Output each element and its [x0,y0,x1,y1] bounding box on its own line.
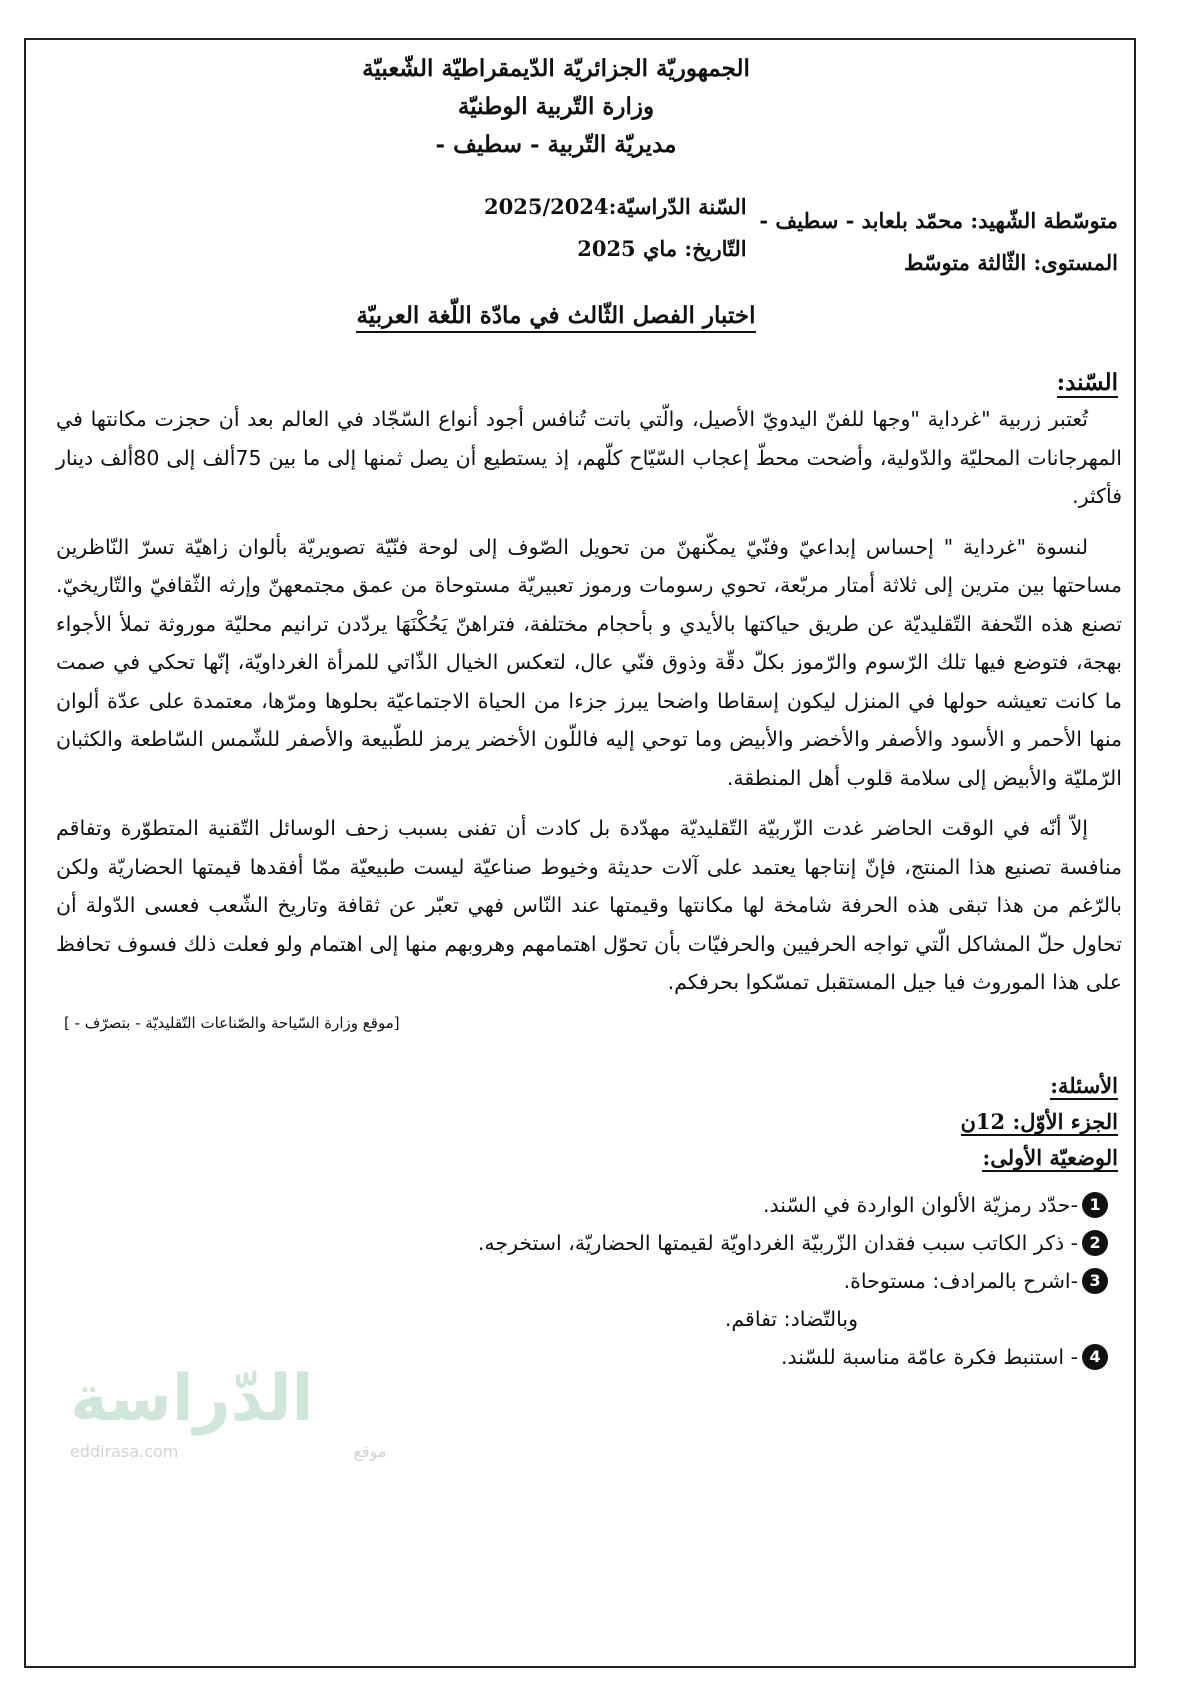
header-directorate: مديريّة التّربية - سطيف - [435,131,677,158]
watermark-logo [70,1362,410,1472]
exam-title: اختبار الفصل الثّالث في مادّة اللّغة العربيّة [44,302,1068,329]
document-header [44,50,1128,164]
question-text: -اشرح بالمرادف: مستوحاة. [843,1268,1078,1293]
header-ministry: وزارة التّربية الوطنيّة [457,93,655,120]
school-name: متوسّطة الشّهيد: محمّد بلعابد - سطيف - [759,208,1118,233]
paragraph-3: إلاّ أنّه في الوقت الحاضر غدت الزّربيّة التّقليديّة مهدّدة بل كادت أن تفنى بسبب زحف الوسائل التّقنية المتطوّرة وتفاقم منافسة تصنيع هذا المنتج، فإنّ إنتاجها يعتمد على آلات حديثة وخيوط صناعيّة ليست طبيعيّة ممّا أفقدها قيمتها الحضاريّة ولكن بالرّغم من هذا تبقى هذه الحرفة شامخة لها مكانتها وقيمتها عند النّاس فهي تعبّر عن ثقافة وتاريخ الشّعب فعسى الدّولة أن تحاول حلّ المشاكل الّتي تواجه الحرفيين والحرفيّات بأن تحوّل اهتمامهم وهروبهم منها إلى اهتمام ولو فعلت ذلك فسوف تحافظ على هذا الموروث فيا جيل المستقبل تمسّكوا بحرفكم. [56,816,1122,994]
source-citation: [موقع وزارة السّياحة والصّناعات التّقليديّة - بتصرّف - ] [64,1013,400,1032]
question-number-2: 2 [1082,1230,1108,1256]
exam-date: التّاريخ: ماي 2025 [577,236,747,261]
question-text: -حدّد رمزيّة الألوان الواردة في السّند. [763,1192,1078,1217]
exam-meta [44,186,1128,288]
situation-label: الوضعيّة الأولى: [982,1144,1118,1170]
antonym-line: وبالتّضاد: تفاقم. [724,1306,858,1331]
header-republic: الجمهوريّة الجزائريّة الدّيمقراطيّة الشّعبيّة [362,55,750,82]
question-item [44,1186,1108,1224]
question-text: - ذكر الكاتب سبب فقدان الزّربيّة الغرداويّة لقيمتها الحضاريّة، استخرجه. [477,1230,1078,1255]
question-number-1: 1 [1082,1192,1108,1218]
question-item [44,1224,1108,1262]
part-one-label: الجزء الأوّل: 12ن [960,1108,1118,1134]
question-list [44,1186,1108,1376]
question-text: - استنبط فكرة عامّة مناسبة للسّند. [780,1344,1078,1369]
question-number-3: 3 [1082,1268,1108,1294]
school-year: السّنة الدّراسيّة:2025/2024 [484,194,747,219]
watermark-site: eddirasa.com موقع [70,1442,387,1461]
class-level: المستوى: الثّالثة متوسّط [903,250,1118,275]
question-item [44,1262,1108,1300]
questions-label: الأسئلة: [1050,1072,1118,1098]
question-number-4: 4 [1082,1344,1108,1370]
exam-page [44,50,1128,1376]
paragraph-2: لنسوة "غرداية " إحساس إبداعيّ وفنّيّ يمكّنهنّ من تحويل الصّوف إلى لوحة فنّيّة تصويريّة بألوان زاهيّة تسرّ النّاظرين مساحتها بين مترين إلى ثلاثة أمتار مربّعة، تحوي رسومات ورموز تعبيريّة مستوحاة من عمق مجتمعهنّ وإرثه الثّقافيّ والتّاريخيّ. تصنع هذه التّحفة التّقليديّة عن طريق حياكتها بالأيدي و بأحجام مختلفة، فتراهنّ يَحُكْنَهَا يردّدن ترانيم محليّة موروثة تملأ الأجواء بهجة، فتوضع فيها تلك الرّسوم والرّموز بكلّ دقّة وذوق فنّي عال، لتعكس الخيال الذّاتي للمرأة الغرداويّة، إنّها تحكي في صمت ما كانت تعيشه حولها في المنزل ليكون إسقاطا واضحا يبرز جزءا من الحياة الاجتماعيّة بحلوها ومرّها، معتمدة على عدّة ألوان منها الأحمر و الأسود والأصفر والأخضر والأبيض وما توحي إليه فاللّون الأخضر يرمز للطّبيعة والأصفر للشّمس السّاطعة والكثبان الرّمليّة والأبيض إلى سلامة قلوب أهل المنطقة. [56,534,1122,790]
text-label: السّند: [1056,369,1118,396]
watermark-arabic: الدّراسة [70,1362,314,1436]
paragraph-1: تُعتبر زربية "غرداية "وجها للفنّ اليدويّ الأصيل، والّتي باتت تُنافس أجود أنواع السّجّاد في العالم بعد أن حجزت مكانتها في المهرجانات المحليّة والدّولية، وأضحت محطّ إعجاب السّيّاح كلّهم، إذ يستطيع أن يصل ثمنها إلى ما بين 75ألف إلى 80ألف دينار فأكثر. [56,407,1122,508]
